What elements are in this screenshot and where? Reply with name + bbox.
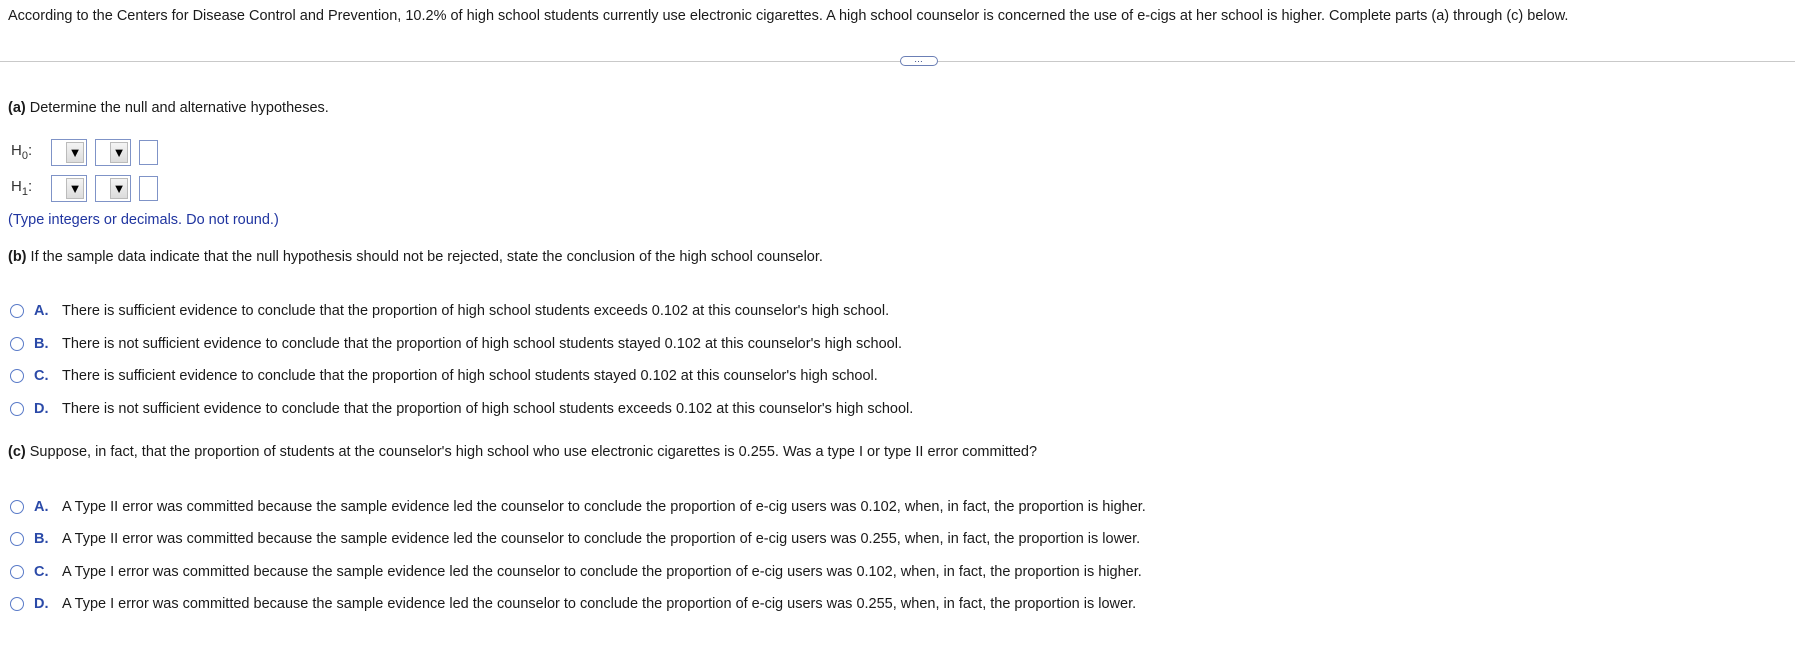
part-b-option-b[interactable] — [10, 336, 902, 352]
more-button[interactable]: … — [900, 56, 938, 66]
null-hypothesis-label: $H_0$: — [11, 142, 33, 162]
part-c-text: Suppose, in fact, that the proportion of students at the counselor's high school who use electronic cigarettes is 0.255. Was a type I or type II error committed? — [29, 444, 1038, 460]
part-a-prompt — [8, 100, 329, 116]
h1-parameter-dropdown[interactable] — [51, 175, 87, 202]
question-intro: According to the Centers for Disease Control and Prevention, 10.2% of high school students currently use electronic cigarettes. A high school counselor is concerned the use of e-cigs at her school is higher. Complete parts (a) through (c) below. — [8, 8, 1569, 24]
chevron-down-icon: ▼ — [66, 142, 84, 163]
radio-icon[interactable] — [10, 597, 24, 611]
part-c-prompt — [8, 444, 1037, 460]
part-c-option-a[interactable] — [10, 499, 1146, 515]
option-text: A Type I error was committed because the sample evidence led the counselor to conclude the proportion of e-cig users was 0.102, when, in fact, the proportion is higher. — [62, 564, 1142, 580]
part-c-option-b[interactable] — [10, 531, 1140, 547]
radio-icon[interactable] — [10, 402, 24, 416]
radio-icon[interactable] — [10, 565, 24, 579]
radio-icon[interactable] — [10, 500, 24, 514]
option-letter: B. — [34, 531, 49, 547]
alternative-hypothesis-label: $H_1$: — [11, 178, 33, 198]
h1-value-input[interactable] — [139, 176, 158, 201]
option-text: A Type I error was committed because the sample evidence led the counselor to conclude the proportion of e-cig users was 0.255, when, in fact, the proportion is lower. — [62, 596, 1137, 612]
alternative-hypothesis-row — [11, 174, 158, 202]
null-hypothesis-row — [11, 138, 158, 166]
input-hint: (Type integers or decimals. Do not round.) — [8, 212, 279, 228]
option-letter: A. — [34, 303, 49, 319]
option-text: A Type II error was committed because the sample evidence led the counselor to conclude the proportion of e-cig users was 0.102, when, in fact, the proportion is higher. — [62, 499, 1146, 515]
option-text: There is sufficient evidence to conclude that the proportion of high school students stayed 0.102 at this counselor's high school. — [62, 368, 878, 384]
option-letter: C. — [34, 368, 49, 384]
option-letter: D. — [34, 401, 49, 417]
option-text: There is sufficient evidence to conclude that the proportion of high school students exceeds 0.102 at this counselor's high school. — [62, 303, 890, 319]
chevron-down-icon: ▼ — [110, 142, 128, 163]
option-text: There is not sufficient evidence to conclude that the proportion of high school students exceeds 0.102 at this counselor's high school. — [62, 401, 914, 417]
part-a-label: (a) — [8, 100, 26, 116]
part-b-option-a[interactable] — [10, 303, 889, 319]
h0-value-input[interactable] — [139, 140, 158, 165]
option-text: There is not sufficient evidence to conclude that the proportion of high school students stayed 0.102 at this counselor's high school. — [62, 336, 902, 352]
option-letter: B. — [34, 336, 49, 352]
part-c-option-d[interactable] — [10, 596, 1136, 612]
h0-operator-dropdown[interactable] — [95, 139, 131, 166]
part-b-label: (b) — [8, 249, 27, 265]
part-c-option-c[interactable] — [10, 564, 1142, 580]
part-b-option-d[interactable] — [10, 401, 913, 417]
part-a-text: Determine the null and alternative hypotheses. — [29, 100, 329, 116]
h0-parameter-dropdown[interactable] — [51, 139, 87, 166]
option-text: A Type II error was committed because the sample evidence led the counselor to conclude the proportion of e-cig users was 0.255, when, in fact, the proportion is lower. — [62, 531, 1141, 547]
part-b-option-c[interactable] — [10, 368, 878, 384]
part-c-label: (c) — [8, 444, 26, 460]
chevron-down-icon: ▼ — [66, 178, 84, 199]
radio-icon[interactable] — [10, 532, 24, 546]
radio-icon[interactable] — [10, 369, 24, 383]
part-b-text: If the sample data indicate that the null hypothesis should not be rejected, state the conclusion of the high school counselor. — [30, 249, 823, 265]
section-divider — [0, 61, 1795, 62]
option-letter: A. — [34, 499, 49, 515]
part-b-prompt — [8, 249, 823, 265]
radio-icon[interactable] — [10, 337, 24, 351]
option-letter: C. — [34, 564, 49, 580]
option-letter: D. — [34, 596, 49, 612]
chevron-down-icon: ▼ — [110, 178, 128, 199]
h1-operator-dropdown[interactable] — [95, 175, 131, 202]
radio-icon[interactable] — [10, 304, 24, 318]
